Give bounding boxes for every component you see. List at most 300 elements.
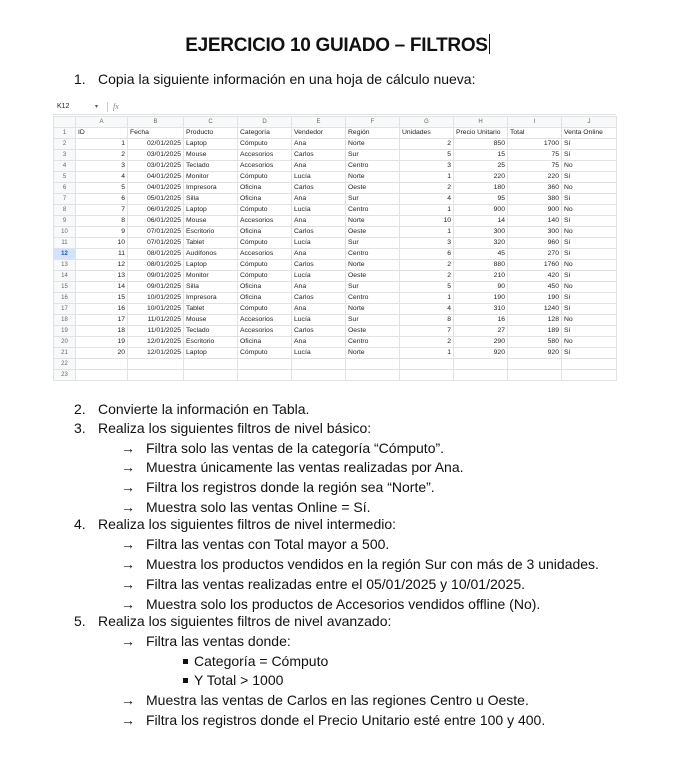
sheet-cell[interactable] — [292, 370, 346, 381]
sheet-cell[interactable]: 7 — [76, 205, 128, 216]
sheet-cell[interactable]: Accesorios — [238, 315, 292, 326]
sheet-cell[interactable] — [76, 359, 128, 370]
row-header[interactable]: 5 — [54, 172, 76, 183]
sheet-cell[interactable]: 06/01/2025 — [128, 205, 184, 216]
sheet-cell[interactable]: 128 — [508, 315, 562, 326]
sheet-cell[interactable]: 320 — [454, 238, 508, 249]
table-row — [54, 337, 617, 348]
sheet-cell[interactable]: 20 — [76, 348, 128, 359]
row-header[interactable]: 14 — [54, 271, 76, 282]
sheet-cell[interactable]: 920 — [454, 348, 508, 359]
sheet-cell[interactable]: Norte — [346, 216, 400, 227]
sheet-cell[interactable]: 10/01/2025 — [128, 304, 184, 315]
sheet-cell[interactable]: Carlos — [292, 183, 346, 194]
row-header[interactable]: 16 — [54, 293, 76, 304]
step-text: Copia la siguiente información en una hoja de cálculo nueva: — [98, 71, 476, 87]
row-header[interactable]: 15 — [54, 282, 76, 293]
sheet-cell[interactable]: No — [562, 205, 617, 216]
sheet-cell[interactable]: Ana — [292, 139, 346, 150]
sheet-cell[interactable]: Producto — [184, 128, 238, 139]
sheet-cell[interactable]: Carlos — [292, 293, 346, 304]
sheet-cell[interactable]: 2 — [400, 183, 454, 194]
row-header[interactable]: 17 — [54, 304, 76, 315]
step-text: Realiza los siguientes filtros de nivel avanzado: — [98, 613, 392, 629]
sheet-cell[interactable]: Accesorios — [238, 150, 292, 161]
sheet-cell[interactable]: Mouse — [184, 150, 238, 161]
sheet-cell[interactable]: Ana — [292, 194, 346, 205]
sheet-cell[interactable]: Oeste — [346, 227, 400, 238]
sheet-cell[interactable]: 4 — [400, 194, 454, 205]
sheet-cell[interactable] — [292, 359, 346, 370]
row-header[interactable]: 4 — [54, 161, 76, 172]
sheet-cell[interactable]: Categoría — [238, 128, 292, 139]
column-header-b[interactable]: B — [128, 117, 184, 128]
condition-text: Y Total > 1000 — [194, 672, 284, 688]
sheet-cell[interactable]: Oeste — [346, 326, 400, 337]
sheet-cell[interactable]: Ana — [292, 282, 346, 293]
sheet-cell[interactable]: No — [562, 260, 617, 271]
sheet-cell[interactable]: 1 — [400, 348, 454, 359]
sheet-cell[interactable]: 17 — [76, 315, 128, 326]
sheet-cell[interactable]: 190 — [454, 293, 508, 304]
sheet-cell[interactable]: Norte — [346, 139, 400, 150]
sheet-cell[interactable] — [562, 370, 617, 381]
sheet-cell[interactable]: Sí — [562, 348, 617, 359]
sheet-cell[interactable]: 07/01/2025 — [128, 227, 184, 238]
table-row — [54, 227, 617, 238]
sheet-cell[interactable]: Oficina — [238, 282, 292, 293]
sheet-cell[interactable]: 75 — [508, 150, 562, 161]
sheet-cell[interactable]: 190 — [508, 293, 562, 304]
row-header[interactable]: 13 — [54, 260, 76, 271]
arrow-right-icon: → — [121, 692, 135, 708]
page-title: EJERCICIO 10 GUIADO – FILTROS — [185, 35, 488, 56]
sheet-cell[interactable]: 18 — [76, 326, 128, 337]
sheet-cell[interactable]: Teclado — [184, 161, 238, 172]
sheet-cell[interactable]: 580 — [508, 337, 562, 348]
sheet-cell[interactable]: ID — [76, 128, 128, 139]
sheet-cell[interactable]: No — [562, 315, 617, 326]
sheet-cell[interactable] — [346, 359, 400, 370]
column-header-e[interactable]: E — [292, 117, 346, 128]
sheet-cell[interactable]: 10 — [400, 216, 454, 227]
row-header[interactable]: 19 — [54, 326, 76, 337]
name-box[interactable]: K12 — [57, 103, 70, 110]
sheet-cell[interactable]: 12/01/2025 — [128, 337, 184, 348]
sheet-cell[interactable]: 180 — [454, 183, 508, 194]
sheet-cell[interactable]: 8 — [76, 216, 128, 227]
sheet-cell[interactable]: 14 — [76, 282, 128, 293]
sheet-cell[interactable] — [562, 359, 617, 370]
sheet-cell[interactable]: Ana — [292, 304, 346, 315]
sheet-cell[interactable]: 1240 — [508, 304, 562, 315]
row-header[interactable]: 6 — [54, 183, 76, 194]
sheet-cell[interactable]: 2 — [400, 337, 454, 348]
sheet-cell[interactable]: Oficina — [238, 337, 292, 348]
column-header-d[interactable]: D — [238, 117, 292, 128]
sheet-cell[interactable]: Accesorios — [238, 161, 292, 172]
sheet-cell[interactable]: Accesorios — [238, 249, 292, 260]
sheet-cell[interactable]: Precio Unitario — [454, 128, 508, 139]
sheet-cell[interactable]: 4 — [76, 172, 128, 183]
sheet-cell[interactable]: Sur — [346, 238, 400, 249]
sheet-cell[interactable]: 450 — [508, 282, 562, 293]
column-header-h[interactable]: H — [454, 117, 508, 128]
column-header-i[interactable]: I — [508, 117, 562, 128]
filter-text: Muestra los productos vendidos en la región Sur con más de 3 unidades. — [146, 556, 599, 572]
sheet-cell[interactable]: Lucía — [292, 205, 346, 216]
sheet-cell[interactable]: Ana — [292, 161, 346, 172]
sheet-cell[interactable]: Accesorios — [238, 326, 292, 337]
sheet-cell[interactable]: 15 — [454, 150, 508, 161]
sheet-cell[interactable]: Silla — [184, 282, 238, 293]
sheet-cell[interactable]: Mouse — [184, 216, 238, 227]
sheet-cell[interactable]: 25 — [454, 161, 508, 172]
sheet-cell[interactable]: 09/01/2025 — [128, 282, 184, 293]
sheet-cell[interactable]: Oficina — [238, 293, 292, 304]
sheet-cell[interactable]: Oficina — [238, 227, 292, 238]
sheet-cell[interactable]: 6 — [400, 249, 454, 260]
sheet-cell[interactable]: Laptop — [184, 205, 238, 216]
sheet-cell[interactable]: 1760 — [508, 260, 562, 271]
sheet-cell[interactable]: 900 — [454, 205, 508, 216]
sheet-cell[interactable]: 380 — [508, 194, 562, 205]
sheet-cell[interactable]: 10/01/2025 — [128, 293, 184, 304]
sheet-cell[interactable]: Sí — [562, 139, 617, 150]
sheet-cell[interactable]: 1 — [400, 293, 454, 304]
sheet-cell[interactable]: 420 — [508, 271, 562, 282]
arrow-right-icon: → — [121, 596, 135, 612]
sheet-cell[interactable]: Lucía — [292, 315, 346, 326]
sheet-cell[interactable]: 03/01/2025 — [128, 161, 184, 172]
arrow-right-icon: → — [121, 536, 135, 552]
sheet-cell[interactable] — [400, 370, 454, 381]
sheet-cell[interactable]: Norte — [346, 304, 400, 315]
spreadsheet — [53, 100, 616, 387]
column-header-f[interactable]: F — [346, 117, 400, 128]
table-row — [54, 326, 617, 337]
sheet-cell[interactable]: Sur — [346, 315, 400, 326]
sheet-cell[interactable]: 310 — [454, 304, 508, 315]
sheet-cell[interactable]: 08/01/2025 — [128, 260, 184, 271]
table-row — [54, 315, 617, 326]
row-header[interactable]: 20 — [54, 337, 76, 348]
row-header[interactable]: 8 — [54, 205, 76, 216]
table-row — [54, 238, 617, 249]
sheet-cell[interactable]: Accesorios — [238, 216, 292, 227]
sheet-cell[interactable]: 07/01/2025 — [128, 238, 184, 249]
sheet-cell[interactable]: Escritorio — [184, 337, 238, 348]
sheet-cell[interactable]: 16 — [76, 304, 128, 315]
column-header-a[interactable]: A — [76, 117, 128, 128]
sheet-cell[interactable]: Cómputo — [238, 304, 292, 315]
sheet-cell[interactable]: 2 — [400, 139, 454, 150]
sheet-cell[interactable]: No — [562, 227, 617, 238]
sheet-cell[interactable]: Sí — [562, 150, 617, 161]
sheet-cell[interactable]: Ana — [292, 249, 346, 260]
sheet-cell[interactable]: No — [562, 161, 617, 172]
sheet-cell[interactable]: 3 — [400, 161, 454, 172]
sheet-cell[interactable]: Vendedor — [292, 128, 346, 139]
sheet-cell[interactable]: 1 — [400, 227, 454, 238]
sheet-cell[interactable]: 03/01/2025 — [128, 150, 184, 161]
sheet-cell[interactable]: Oeste — [346, 183, 400, 194]
sheet-cell[interactable]: Lucía — [292, 172, 346, 183]
row-header[interactable]: 2 — [54, 139, 76, 150]
bullet-icon — [183, 678, 188, 683]
sheet-cell[interactable]: Norte — [346, 260, 400, 271]
sheet-cell[interactable]: Fecha — [128, 128, 184, 139]
sheet-cell[interactable]: 6 — [76, 194, 128, 205]
text-cursor — [489, 34, 490, 54]
sheet-cell[interactable]: Carlos — [292, 326, 346, 337]
step-number: 2. — [74, 401, 86, 417]
table-row — [54, 161, 617, 172]
sheet-cell[interactable]: 360 — [508, 183, 562, 194]
sheet-cell[interactable]: Norte — [346, 172, 400, 183]
sheet-cell[interactable]: Lucía — [292, 238, 346, 249]
sheet-cell[interactable]: 27 — [454, 326, 508, 337]
step-text: Realiza los siguientes filtros de nivel intermedio: — [98, 516, 397, 532]
sheet-cell[interactable]: 15 — [76, 293, 128, 304]
sheet-cell[interactable]: 12/01/2025 — [128, 348, 184, 359]
row-header[interactable]: 1 — [54, 128, 76, 139]
sheet-cell[interactable]: 2 — [400, 260, 454, 271]
chevron-down-icon[interactable]: ▾ — [95, 104, 99, 110]
sheet-cell[interactable]: Ana — [292, 216, 346, 227]
sheet-cell[interactable]: Sí — [562, 216, 617, 227]
sheet-cell[interactable]: Sí — [562, 304, 617, 315]
row-header[interactable]: 11 — [54, 238, 76, 249]
sheet-cell[interactable]: 19 — [76, 337, 128, 348]
sheet-cell[interactable]: 7 — [400, 326, 454, 337]
column-header-c[interactable]: C — [184, 117, 238, 128]
table-row — [54, 370, 617, 381]
sheet-cell[interactable]: 8 — [400, 315, 454, 326]
column-header-g[interactable]: G — [400, 117, 454, 128]
sheet-cell[interactable]: No — [562, 183, 617, 194]
sheet-cell[interactable]: 05/01/2025 — [128, 194, 184, 205]
sheet-cell[interactable]: Ana — [292, 337, 346, 348]
sheet-cell[interactable]: 12 — [76, 260, 128, 271]
sheet-cell[interactable]: 9 — [76, 227, 128, 238]
sheet-cell[interactable]: Silla — [184, 194, 238, 205]
sheet-cell[interactable]: Centro — [346, 161, 400, 172]
sheet-cell[interactable] — [184, 370, 238, 381]
sheet-cell[interactable] — [346, 370, 400, 381]
corner-cell[interactable] — [54, 117, 76, 128]
sheet-cell[interactable]: Cómputo — [238, 271, 292, 282]
sheet-cell[interactable]: 1700 — [508, 139, 562, 150]
sheet-cell[interactable]: Centro — [346, 337, 400, 348]
sheet-cell[interactable]: Cómputo — [238, 172, 292, 183]
sheet-cell[interactable]: Sí — [562, 326, 617, 337]
sheet-cell[interactable]: 95 — [454, 194, 508, 205]
sheet-cell[interactable] — [76, 370, 128, 381]
table-row — [54, 282, 617, 293]
sheet-cell[interactable]: Venta Online — [562, 128, 617, 139]
sheet-cell[interactable]: Oficina — [238, 183, 292, 194]
sheet-cell[interactable]: 880 — [454, 260, 508, 271]
sheet-cell[interactable]: 920 — [508, 348, 562, 359]
sheet-cell[interactable]: 960 — [508, 238, 562, 249]
sheet-cell[interactable] — [128, 359, 184, 370]
sheet-cell[interactable]: Sur — [346, 150, 400, 161]
sheet-cell[interactable]: Monitor — [184, 271, 238, 282]
sheet-cell[interactable]: Teclado — [184, 326, 238, 337]
sheet-cell[interactable]: 290 — [454, 337, 508, 348]
sheet-cell[interactable]: 5 — [400, 282, 454, 293]
sheet-cell[interactable]: 140 — [508, 216, 562, 227]
filter-text: Filtra solo las ventas de la categoría “Cómputo”. — [146, 440, 445, 456]
sheet-cell[interactable]: 1 — [400, 172, 454, 183]
sheet-cell[interactable]: 4 — [400, 304, 454, 315]
sheet-cell[interactable] — [454, 370, 508, 381]
sheet-cell[interactable]: Total — [508, 128, 562, 139]
sheet-cell[interactable]: Centro — [346, 205, 400, 216]
sheet-cell[interactable]: Laptop — [184, 348, 238, 359]
sheet-cell[interactable] — [238, 370, 292, 381]
sheet-cell[interactable]: Sí — [562, 249, 617, 260]
filter-text: Filtra los registros donde el Precio Unitario esté entre 100 y 400. — [146, 712, 546, 728]
sheet-cell[interactable]: Audífonos — [184, 249, 238, 260]
step-number: 4. — [74, 516, 86, 532]
sheet-cell[interactable]: Laptop — [184, 139, 238, 150]
step-number: 3. — [74, 420, 86, 436]
arrow-right-icon: → — [121, 556, 135, 572]
sheet-cell[interactable]: Impresora — [184, 293, 238, 304]
sheet-cell[interactable]: Cómputo — [238, 238, 292, 249]
sheet-cell[interactable] — [238, 359, 292, 370]
table-row — [54, 304, 617, 315]
sheet-cell[interactable]: 10 — [76, 238, 128, 249]
step-number: 5. — [74, 613, 86, 629]
sheet-cell[interactable]: 210 — [454, 271, 508, 282]
sheet-cell[interactable]: Sur — [346, 194, 400, 205]
column-header-j[interactable]: J — [562, 117, 617, 128]
sheet-cell[interactable]: Lucía — [292, 348, 346, 359]
sheet-cell[interactable]: Sí — [562, 194, 617, 205]
sheet-cell[interactable]: 90 — [454, 282, 508, 293]
sheet-cell[interactable] — [184, 359, 238, 370]
sheet-cell[interactable]: Cómputo — [238, 139, 292, 150]
sheet-cell[interactable]: 189 — [508, 326, 562, 337]
sheet-cell[interactable]: 45 — [454, 249, 508, 260]
sheet-grid[interactable] — [53, 116, 617, 381]
sheet-cell[interactable]: Escritorio — [184, 227, 238, 238]
table-row — [54, 150, 617, 161]
sheet-cell[interactable]: 220 — [454, 172, 508, 183]
sheet-cell[interactable]: 75 — [508, 161, 562, 172]
sheet-cell[interactable]: 06/01/2025 — [128, 216, 184, 227]
sheet-cell[interactable]: Unidades — [400, 128, 454, 139]
sheet-cell[interactable]: 5 — [76, 183, 128, 194]
row-header[interactable]: 3 — [54, 150, 76, 161]
sheet-cell[interactable] — [454, 359, 508, 370]
sheet-cell[interactable]: 300 — [454, 227, 508, 238]
sheet-cell[interactable]: 3 — [400, 238, 454, 249]
sheet-cell[interactable]: Región — [346, 128, 400, 139]
sheet-cell[interactable]: No — [562, 282, 617, 293]
arrow-right-icon: → — [121, 499, 135, 515]
sheet-cell[interactable]: Cómputo — [238, 205, 292, 216]
row-header[interactable]: 10 — [54, 227, 76, 238]
sheet-cell[interactable]: 16 — [454, 315, 508, 326]
sheet-cell[interactable]: Tablet — [184, 238, 238, 249]
row-header[interactable]: 21 — [54, 348, 76, 359]
sheet-cell[interactable]: Oeste — [346, 271, 400, 282]
sheet-cell[interactable]: 900 — [508, 205, 562, 216]
sheet-cell[interactable]: Cómputo — [238, 260, 292, 271]
sheet-cell[interactable]: Tablet — [184, 304, 238, 315]
sheet-cell[interactable]: No — [562, 337, 617, 348]
row-header[interactable]: 7 — [54, 194, 76, 205]
sheet-cell[interactable]: 1 — [76, 139, 128, 150]
sheet-cell[interactable]: 14 — [454, 216, 508, 227]
sheet-cell[interactable]: 04/01/2025 — [128, 183, 184, 194]
table-row — [54, 293, 617, 304]
sheet-cell[interactable]: 220 — [508, 172, 562, 183]
row-header[interactable]: 12 — [54, 249, 76, 260]
sheet-cell[interactable]: Mouse — [184, 315, 238, 326]
sheet-cell[interactable]: Laptop — [184, 260, 238, 271]
sheet-cell[interactable]: Impresora — [184, 183, 238, 194]
row-header[interactable]: 22 — [54, 359, 76, 370]
sheet-cell[interactable]: 2 — [400, 271, 454, 282]
sheet-cell[interactable]: Sí — [562, 293, 617, 304]
row-header[interactable]: 9 — [54, 216, 76, 227]
sheet-cell[interactable]: Sí — [562, 238, 617, 249]
sheet-cell[interactable]: 11 — [76, 249, 128, 260]
sheet-cell[interactable]: 09/01/2025 — [128, 271, 184, 282]
sheet-cell[interactable] — [508, 359, 562, 370]
row-header[interactable]: 23 — [54, 370, 76, 381]
sheet-cell[interactable]: Lucía — [292, 271, 346, 282]
sheet-cell[interactable]: 3 — [76, 161, 128, 172]
sheet-cell[interactable]: 5 — [400, 150, 454, 161]
sheet-cell[interactable]: Oficina — [238, 194, 292, 205]
sheet-cell[interactable]: Carlos — [292, 227, 346, 238]
sheet-cell[interactable]: 02/01/2025 — [128, 139, 184, 150]
sheet-cell[interactable]: Sur — [346, 282, 400, 293]
sheet-cell[interactable]: Carlos — [292, 260, 346, 271]
sheet-cell[interactable]: Cómputo — [238, 348, 292, 359]
sheet-cell[interactable]: Norte — [346, 348, 400, 359]
sheet-cell[interactable]: 270 — [508, 249, 562, 260]
sheet-cell[interactable]: 08/01/2025 — [128, 249, 184, 260]
table-row — [54, 359, 617, 370]
sheet-cell[interactable]: 11/01/2025 — [128, 326, 184, 337]
sheet-cell[interactable]: 850 — [454, 139, 508, 150]
sheet-cell[interactable]: 11/01/2025 — [128, 315, 184, 326]
sheet-cell[interactable]: 2 — [76, 150, 128, 161]
sheet-cell[interactable]: 04/01/2025 — [128, 172, 184, 183]
row-header[interactable]: 18 — [54, 315, 76, 326]
sheet-cell[interactable] — [508, 370, 562, 381]
sheet-cell[interactable]: Carlos — [292, 150, 346, 161]
sheet-cell[interactable]: Centro — [346, 249, 400, 260]
filter-text: Muestra únicamente las ventas realizadas por Ana. — [146, 459, 464, 475]
sheet-cell[interactable]: 300 — [508, 227, 562, 238]
sheet-cell[interactable]: Centro — [346, 293, 400, 304]
sheet-cell[interactable]: 13 — [76, 271, 128, 282]
sheet-cell[interactable]: Sí — [562, 271, 617, 282]
sheet-cell[interactable]: Monitor — [184, 172, 238, 183]
sheet-cell[interactable]: Sí — [562, 172, 617, 183]
sheet-cell[interactable] — [128, 370, 184, 381]
sheet-cell[interactable]: 1 — [400, 205, 454, 216]
sheet-cell[interactable] — [400, 359, 454, 370]
